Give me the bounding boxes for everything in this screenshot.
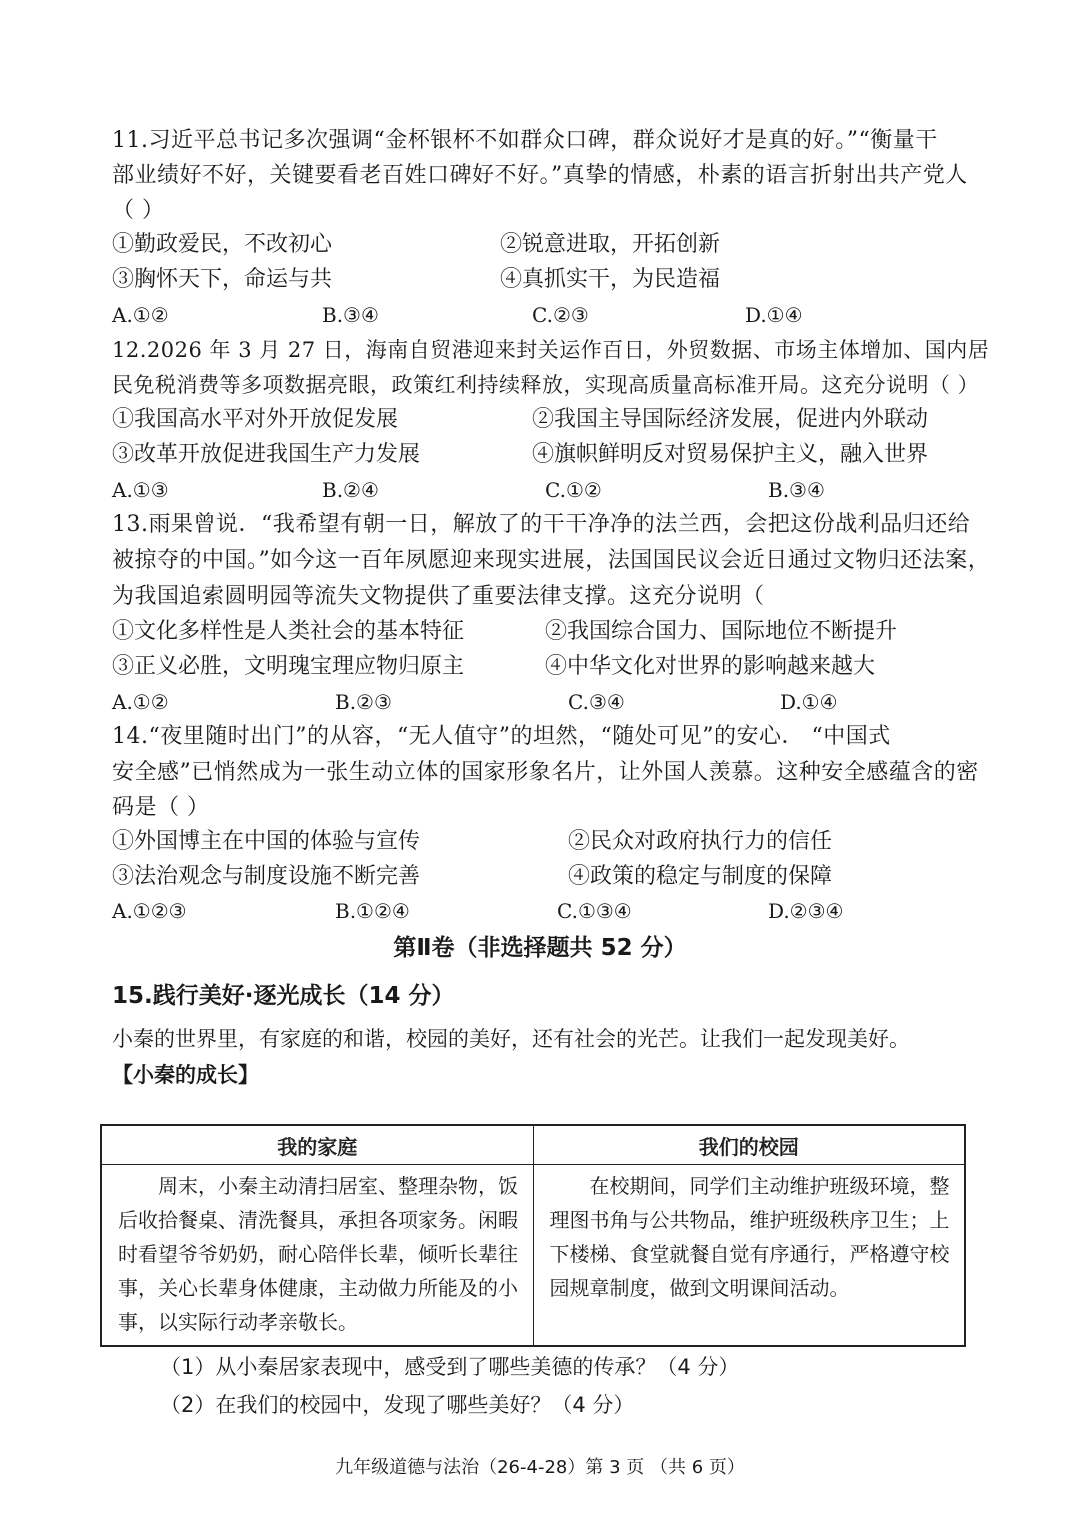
q14-answer-d: D.②③④ <box>768 899 844 923</box>
q12-option-3: ③改革开放促进我国生产力发展 <box>112 442 421 467</box>
q12-option-1: ①我国高水平对外开放促发展 <box>112 407 399 432</box>
q15-intro: 小秦的世界里，有家庭的和谐，校园的美好，还有社会的光芒。让我们一起发现美好。 <box>112 1027 910 1051</box>
q13-option-1: ①文化多样性是人类社会的基本特征 <box>112 619 465 644</box>
q12-stem-line-2: 民免税消费等多项数据亮眼，政策红利持续释放，实现高质量高标准开局。这充分说明（ ） <box>112 373 980 397</box>
q11-option-4: ④真抓实干，为民造福 <box>500 267 721 292</box>
q11-answer-a: A.①② <box>112 303 169 327</box>
q11-option-1: ①勤政爱民，不改初心 <box>112 232 333 257</box>
table-header-family: 我的家庭 <box>101 1125 533 1165</box>
q13-option-4: ④中华文化对世界的影响越来越大 <box>545 654 876 679</box>
q14-option-4: ④政策的稳定与制度的保障 <box>568 864 833 889</box>
growth-table <box>100 1124 966 1347</box>
q14-option-3: ③法治观念与制度设施不断完善 <box>112 864 421 889</box>
q14-option-1: ①外国博主在中国的体验与宣传 <box>112 829 421 854</box>
q12-answer-a: A.①③ <box>112 478 169 502</box>
section-ii-title: 第Ⅱ卷（非选择题共 52 分） <box>393 935 687 961</box>
q11-stem-line-2: 部业绩好不好，关键要看老百姓口碑好不好。”真挚的情感，朴素的语言折射出共产党人 <box>112 163 968 188</box>
table-cell-campus: 在校期间，同学们主动维护班级环境，整理图书角与公共物品，维护班级秩序卫生；上下楼梯、食堂就餐自觉有序通行，严格遵守校园规章制度，做到文明课间活动。 <box>533 1165 965 1347</box>
q13-answer-a: A.①② <box>112 690 169 714</box>
q12-stem-line-1: 12.2026 年 3 月 27 日，海南自贸港迎来封关运作百日，外贸数据、市场主体增加、国内居 <box>112 338 990 362</box>
q15-title: 15.践行美好·逐光成长（14 分） <box>112 983 455 1009</box>
table-header-campus: 我们的校园 <box>533 1125 965 1165</box>
q14-stem-line-3: 码是（ ） <box>112 795 210 820</box>
q14-stem-line-2: 安全感”已悄然成为一张生动立体的国家形象名片，让外国人羡慕。这种安全感蕴含的密 <box>112 760 979 785</box>
q12-option-2: ②我国主导国际经济发展，促进内外联动 <box>532 407 929 432</box>
q13-answer-d: D.①④ <box>780 690 838 714</box>
q13-option-2: ②我国综合国力、国际地位不断提升 <box>545 619 898 644</box>
q11-answer-d: D.①④ <box>745 303 803 327</box>
q15-subhead: 【小秦的成长】 <box>112 1063 259 1087</box>
q15-subquestion-1: （1）从小秦居家表现中，感受到了哪些美德的传承？（4 分） <box>160 1355 740 1379</box>
q13-stem-line-3: 为我国追索圆明园等流失文物提供了重要法律支撑。这充分说明（ <box>112 584 765 609</box>
q12-answer-b: B.②④ <box>322 478 379 502</box>
table-cell-family: 周末，小秦主动清扫居室、整理杂物，饭后收拾餐桌、清洗餐具，承担各项家务。闲暇时看望爷爷奶奶，耐心陪伴长辈，倾听长辈往事，关心长辈身体健康，主动做力所能及的小事，以实际行动孝亲敬长。 <box>101 1165 533 1347</box>
q13-answer-c: C.③④ <box>568 690 625 714</box>
q14-answer-a: A.①②③ <box>112 899 187 923</box>
q13-option-3: ③正义必胜，文明瑰宝理应物归原主 <box>112 654 465 679</box>
q15-subquestion-2: （2）在我们的校园中，发现了哪些美好？（4 分） <box>160 1393 635 1417</box>
q11-stem-line-3: （ ） <box>112 198 165 223</box>
q12-answer-d: B.③④ <box>768 478 825 502</box>
q11-stem-line-1: 11.习近平总书记多次强调“金杯银杯不如群众口碑，群众说好才是真的好。”“衡量干 <box>112 128 938 153</box>
q11-answer-c: C.②③ <box>532 303 589 327</box>
q11-answer-b: B.③④ <box>322 303 379 327</box>
q14-stem-line-1: 14.“夜里随时出门”的从容，“无人值守”的坦然，“随处可见”的安心． “中国式 <box>112 724 891 749</box>
q14-answer-c: C.①③④ <box>557 899 632 923</box>
q13-stem-line-2: 被掠夺的中国。”如今这一百年夙愿迎来现实进展，法国国民议会近日通过文物归还法案， <box>112 548 991 573</box>
q12-option-4: ④旗帜鲜明反对贸易保护主义，融入世界 <box>532 442 929 467</box>
page-footer: 九年级道德与法治（26-4-28）第 3 页 （共 6 页） <box>335 1457 745 1478</box>
q14-option-2: ②民众对政府执行力的信任 <box>568 829 833 854</box>
q14-answer-b: B.①②④ <box>335 899 410 923</box>
q13-stem-line-1: 13.雨果曾说．“我希望有朝一日，解放了的干干净净的法兰西，会把这份战利品归还给 <box>112 512 971 537</box>
q12-answer-c: C.①② <box>545 478 602 502</box>
q13-answer-b: B.②③ <box>335 690 392 714</box>
q11-option-2: ②锐意进取，开拓创新 <box>500 232 721 257</box>
q11-option-3: ③胸怀天下，命运与共 <box>112 267 333 292</box>
